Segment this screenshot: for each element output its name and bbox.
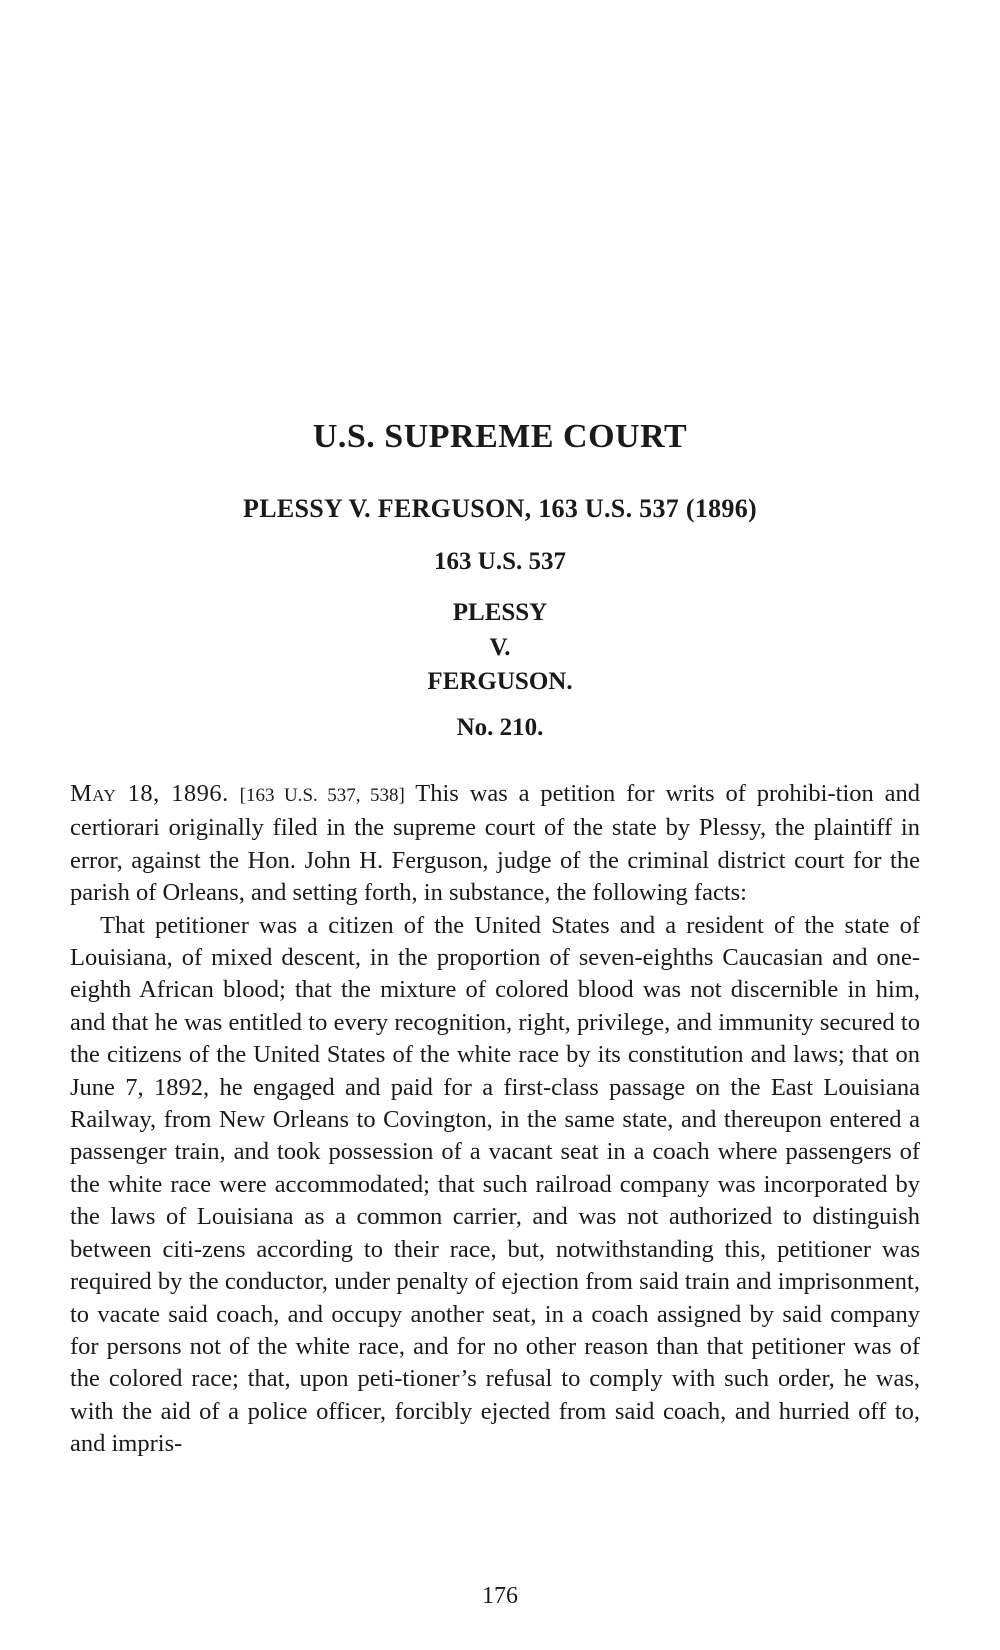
bracket-citation: [163 U.S. 537, 538] [239, 785, 405, 806]
citation: 163 U.S. 537 [434, 548, 566, 575]
decision-date: May 18, 1896. [70, 780, 229, 807]
court-title: U.S. SUPREME COURT [312, 418, 688, 455]
party-defendant: FERGUSON. [427, 668, 573, 695]
docket-number: No. 210. [456, 714, 544, 741]
party-plaintiff: PLESSY [452, 599, 548, 626]
paragraph-2: That petitioner was a citizen of the United States and a resident of the state of Louisiana, of mixed descent, in the proportion of seven-eighths Caucasian and one-eighth African blood; that the mixture of colored blood was not discernible in him, and that he was entitled to every recognition, right, privilege, and immunity secured to the citizens of the United States of the white race by its constitution and laws; that on June 7, 1892, he engaged and paid for a first-class passage on the East Louisiana Railway, from New Orleans to Covington, in the same state, and thereupon entered a passenger train, and took possession of a vacant seat in a coach where passengers of the white race were accommodated; that such railroad company was incorporated by the laws of Louisiana as a common carrier, and was not authorized to distinguish between citi-zens according to their race, but, notwithstanding this, petitioner was required by the conductor, under penalty of ejection from said train and imprisonment, to vacate said coach, and occupy another seat, in a coach assigned by said company for persons not of the white race, and for no other reason than that petitioner was of the colored race; that, upon peti-tioner’s refusal to comply with such order, he was, with the aid of a police officer, forcibly ejected from said coach, and hurried off to, and impris- [70, 911, 920, 1458]
versus-label: V. [489, 634, 511, 661]
opinion-body [70, 778, 920, 1461]
case-title: PLESSY V. FERGUSON, 163 U.S. 537 (1896) [243, 494, 757, 523]
page-number: 176 [482, 1583, 518, 1609]
paragraph-1 [70, 778, 920, 910]
paragraph-1-text: This was a petition for writs of prohibi-tion and certiorari originally filed in the supreme court of the state by Plessy, the plaintiff in error, against the Hon. John H. Ferguson, judge of the criminal district court for the parish of Orleans, and setting forth, in substance, the following facts: [70, 780, 921, 907]
